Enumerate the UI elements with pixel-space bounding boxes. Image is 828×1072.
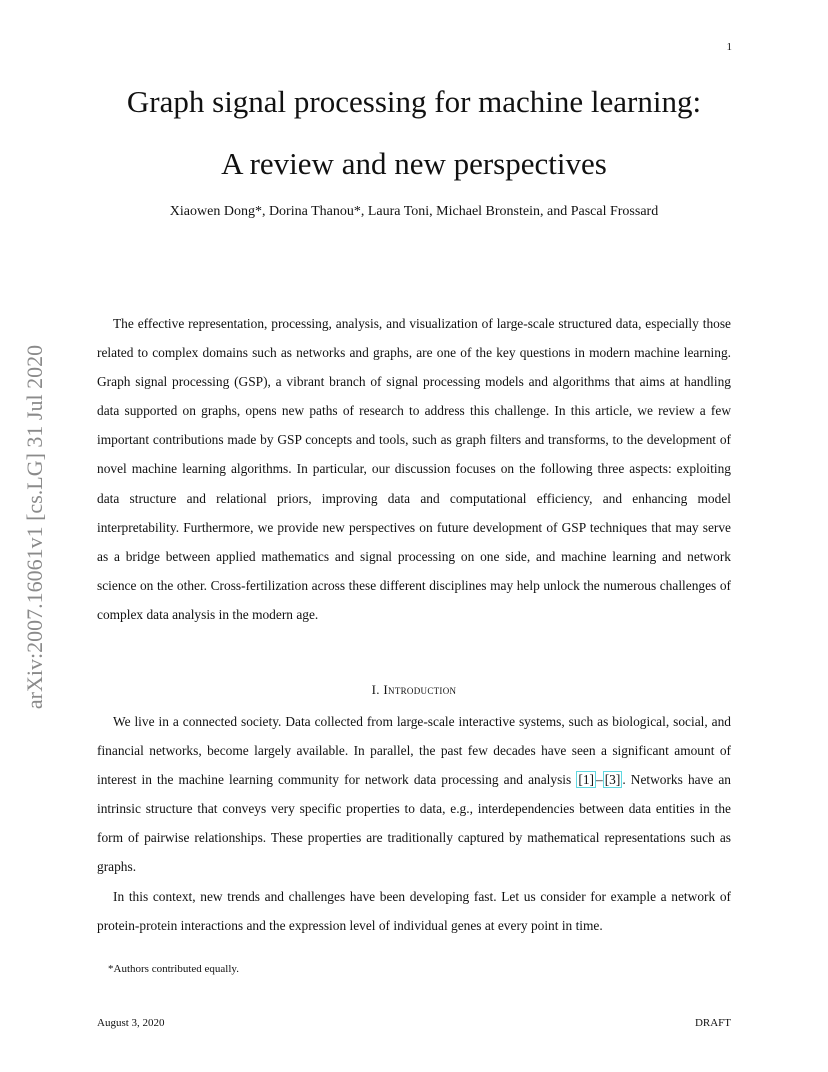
section-number: I.: [371, 682, 380, 697]
footer-draft-label: DRAFT: [694, 1017, 731, 1029]
citation-link-1[interactable]: [1]: [578, 772, 594, 788]
citation-link-3[interactable]: [3]: [604, 772, 621, 788]
intro-paragraph-1-text-end: . Networks have an intrinsic structure that conveys very specific properties to data, e.g., interdependencies between data entities in the form of pairwise relationships. These properties are traditionally captured by mathematical representations such as graphs.: [97, 772, 731, 875]
section-title: Introduction: [383, 682, 457, 697]
intro-paragraph-1: [97, 707, 731, 882]
paper-title-line-2: A review and new perspectives: [221, 146, 607, 181]
citation-range-separator: –: [595, 772, 603, 788]
footnote: *Authors contributed equally.: [108, 963, 239, 975]
footer-date: August 3, 2020: [97, 1017, 165, 1029]
author-list: Xiaowen Dong*, Dorina Thanou*, Laura Toni, Michael Bronstein, and Pascal Frossard: [169, 204, 659, 219]
page-number: 1: [726, 41, 732, 53]
arxiv-identifier-stamp: arXiv:2007.16061v1 [cs.LG] 31 Jul 2020: [22, 344, 47, 710]
section-heading: [97, 680, 731, 700]
paper-title-line-1: Graph signal processing for machine learning:: [126, 84, 702, 119]
intro-paragraph-1-text-start: We live in a connected society. Data collected from large-scale interactive systems, such as biological, social, and financial networks, become largely available. In parallel, the past few decades have seen a significant amount of interest in the machine learning community for network data processing and analysis: [97, 714, 731, 788]
paper-title: [0, 78, 828, 202]
abstract-paragraph: The effective representation, processing, analysis, and visualization of large-scale structured data, especially those related to complex domains such as networks and graphs, are one of the key questions in modern machine learning. Graph signal processing (GSP), a vibrant branch of signal processing models and algorithms that aims at handling data supported on graphs, opens new paths of research to address this challenge. In this article, we review a few important contributions made by GSP concepts and tools, such as graph filters and transforms, to the development of novel machine learning algorithms. In particular, our discussion focuses on the following three aspects: exploiting data structure and relational priors, improving data and computational efficiency, and enhancing model interpretability. Furthermore, we provide new perspectives on future development of GSP techniques that may serve as a bridge between applied mathematics and signal processing on one side, and machine learning and network science on the other. Cross-fertilization across these different disciplines may help unlock the numerous challenges of complex data analysis in the modern age.: [97, 316, 731, 622]
intro-paragraph-2: In this context, new trends and challenges have been developing fast. Let us consider for example a network of protein-protein interactions and the expression level of individual genes at every point in time.: [97, 889, 731, 934]
